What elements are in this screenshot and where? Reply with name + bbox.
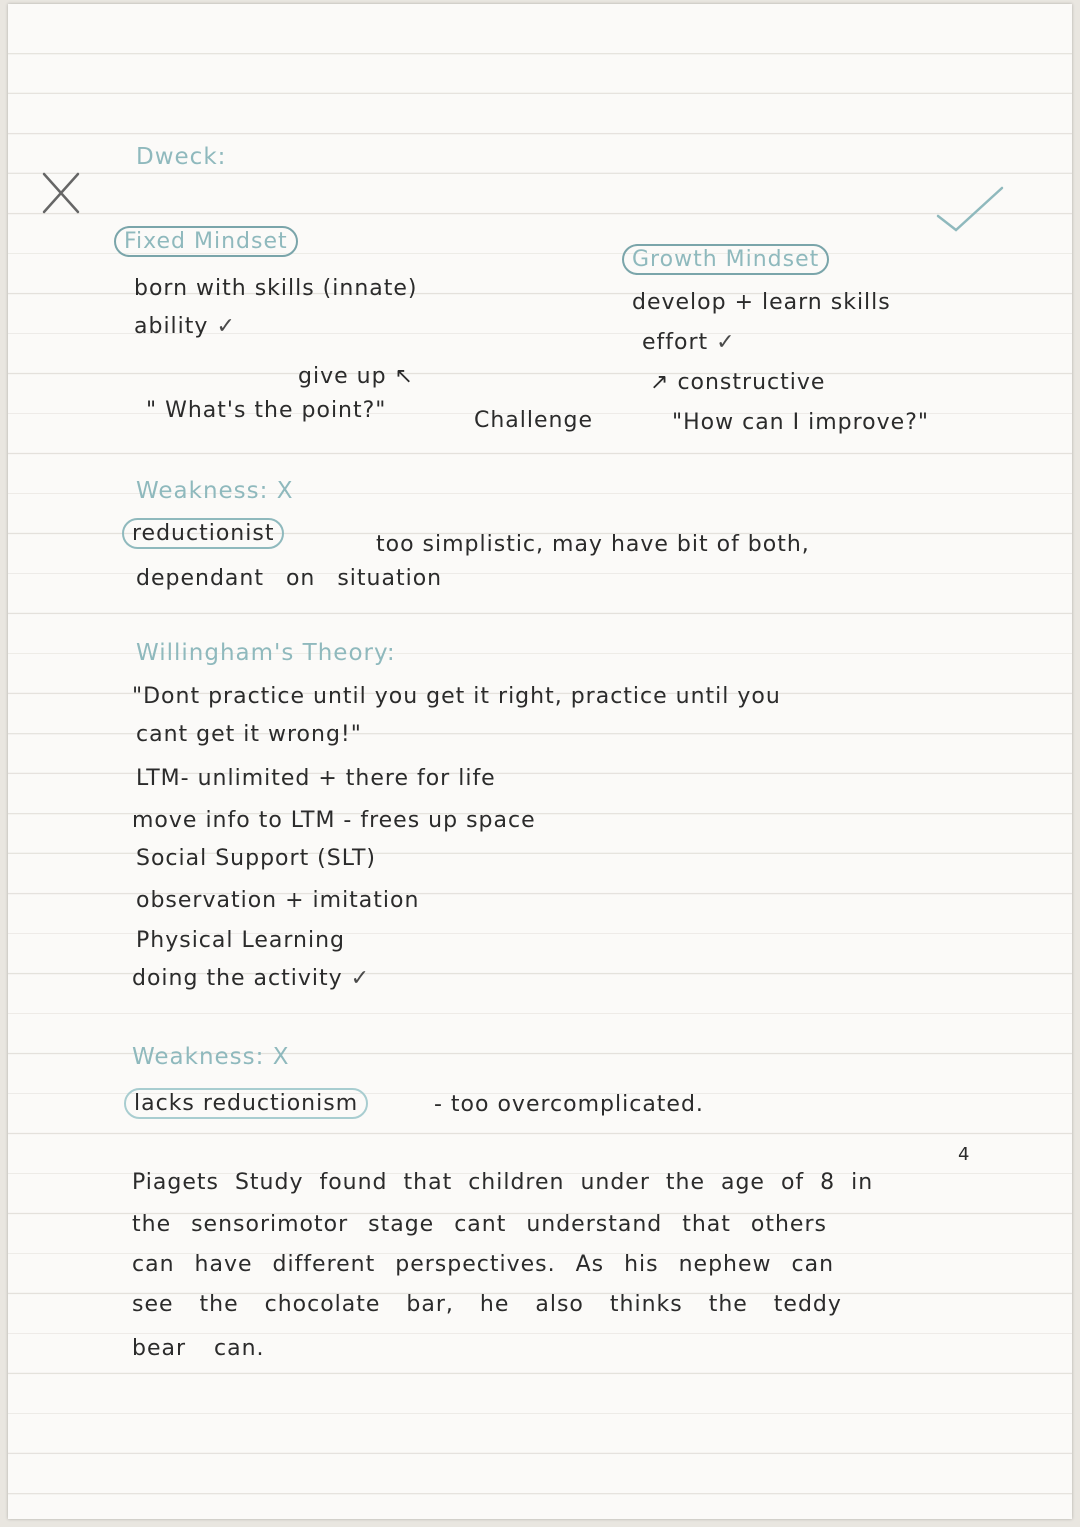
weakness-heading-2: Weakness: X [132, 1044, 290, 1070]
weakness-text-2: - too overcomplicated. [434, 1092, 704, 1117]
constructive-text: ↗ constructive [650, 370, 826, 395]
give-up-text: give up ↖ [298, 364, 414, 389]
ltm-line-2: move info to LTM - frees up space [132, 808, 536, 833]
willingham-quote-2: cant get it wrong!" [136, 722, 362, 747]
growth-line-2: effort ✓ [642, 330, 736, 355]
piaget-line-1: Piagets Study found that children under the age of 8 in [132, 1170, 874, 1195]
doing-activity-line: doing the activity ✓ [132, 966, 371, 991]
tick-icon: ✓ [350, 966, 371, 991]
cross-icon: X [272, 1044, 290, 1070]
piaget-line-4: see the chocolate bar, he also thinks the teddy [132, 1292, 842, 1317]
cross-mark-icon [38, 170, 84, 216]
observation-line: observation + imitation [136, 888, 420, 913]
large-tick-icon [934, 184, 1006, 234]
arrow-up-right-icon: ↗ [650, 370, 678, 395]
ltm-line-1: LTM- unlimited + there for life [136, 766, 496, 791]
notebook-page [8, 4, 1072, 1519]
social-support-line: Social Support (SLT) [136, 846, 376, 871]
growth-quote: "How can I improve?" [672, 410, 929, 435]
arrow-up-left-icon: ↖ [386, 364, 414, 389]
weakness-line-2: dependant on situation [136, 566, 443, 591]
tick-icon: ✓ [216, 314, 236, 339]
growth-mindset-label: Growth Mindset [622, 244, 829, 275]
challenge-label: Challenge [474, 408, 593, 433]
age-correction: 4 [958, 1144, 971, 1165]
piaget-line-3: can have different perspectives. As his nephew can [132, 1252, 835, 1277]
lacks-reductionism-tag: lacks reductionism [124, 1088, 368, 1119]
fixed-line-2: ability ✓ [134, 314, 236, 339]
physical-learning-line: Physical Learning [136, 928, 345, 953]
cross-icon: X [276, 478, 294, 504]
weakness-text: too simplistic, may have bit of both, [376, 532, 810, 557]
reductionist-tag: reductionist [122, 518, 284, 549]
piaget-line-2: the sensorimotor stage cant understand that others [132, 1212, 827, 1237]
fixed-quote: " What's the point?" [146, 398, 387, 423]
dweck-heading: Dweck: [136, 144, 227, 170]
growth-line-1: develop + learn skills [632, 290, 891, 315]
tick-icon: ✓ [716, 330, 736, 355]
willingham-heading: Willingham's Theory: [136, 640, 396, 666]
fixed-line-1: born with skills (innate) [134, 276, 418, 301]
piaget-line-5: bear can. [132, 1336, 265, 1361]
weakness-heading: Weakness: X [136, 478, 294, 504]
fixed-mindset-label: Fixed Mindset [114, 226, 298, 257]
willingham-quote-1: "Dont practice until you get it right, practice until you [132, 684, 781, 709]
